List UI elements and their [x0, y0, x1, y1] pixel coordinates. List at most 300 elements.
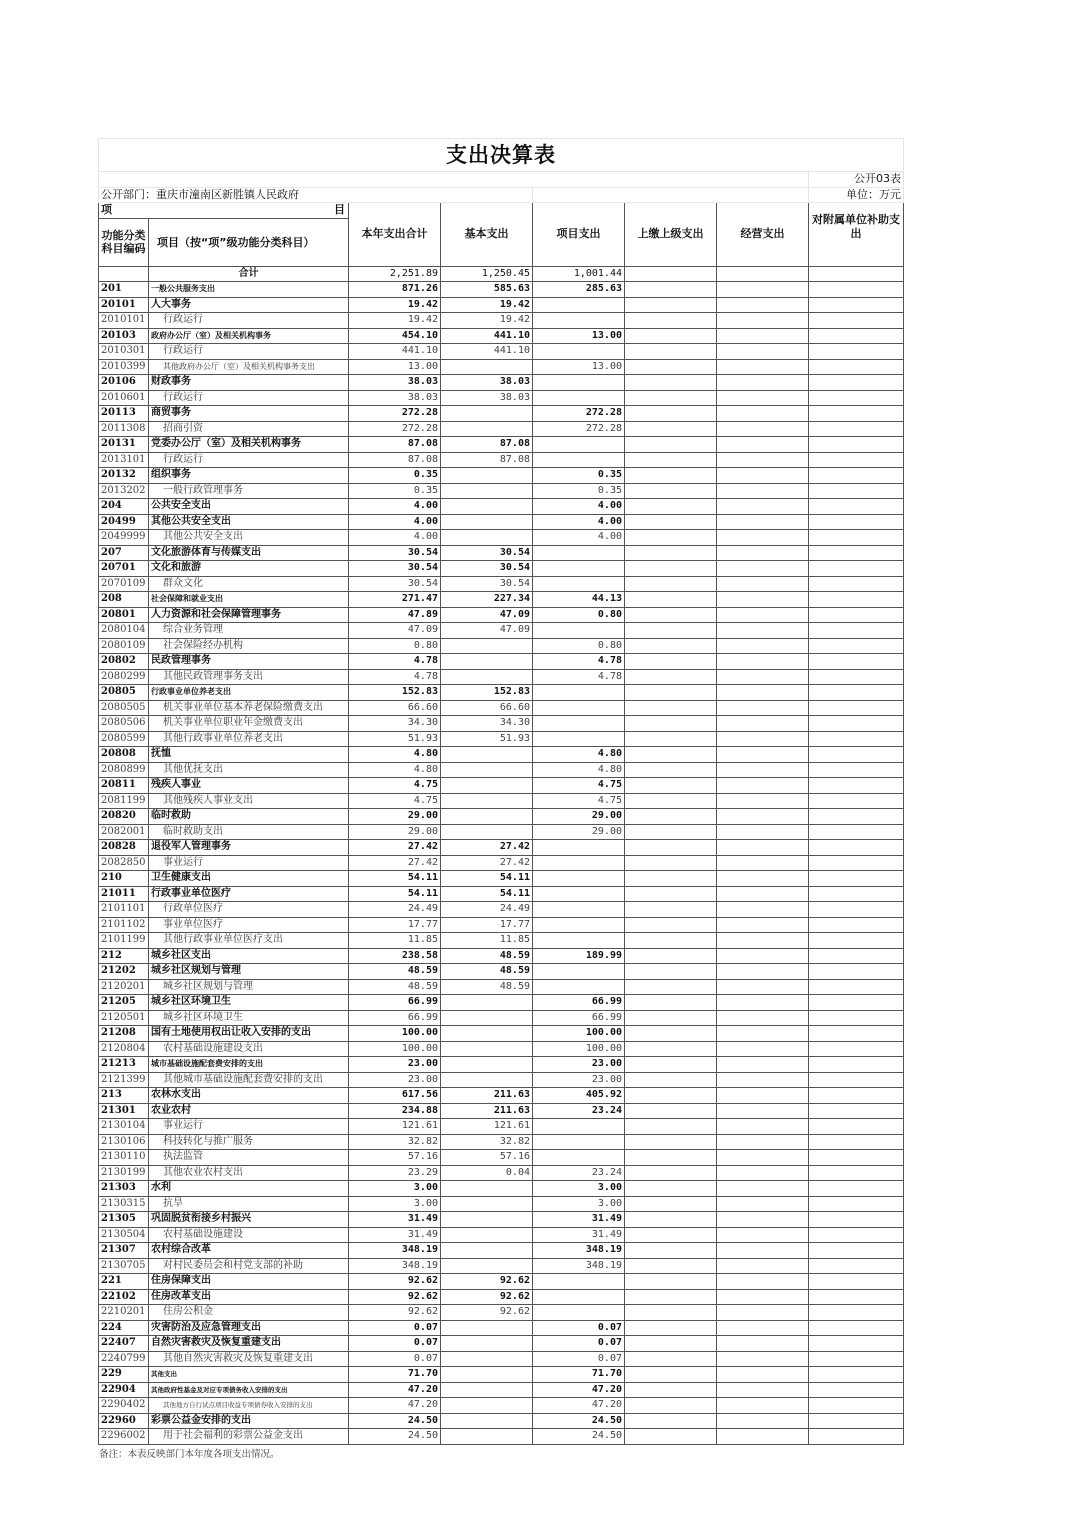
row-total: 23.29	[349, 1165, 441, 1181]
table-row	[99, 1134, 904, 1150]
department-label: 公开部门：重庆市潼南区新胜镇人民政府	[99, 187, 533, 203]
row-operating	[717, 561, 809, 577]
row-remit-upper	[625, 1382, 717, 1398]
row-total: 38.03	[349, 375, 441, 391]
row-basic	[441, 1243, 533, 1259]
row-remit-upper	[625, 1212, 717, 1228]
row-remit-upper	[625, 886, 717, 902]
row-basic: 92.62	[441, 1305, 533, 1321]
row-name: 事业运行	[149, 1119, 349, 1135]
row-total: 54.11	[349, 871, 441, 887]
row-project	[533, 1119, 625, 1135]
row-total: 66.99	[349, 1010, 441, 1026]
row-operating	[717, 1196, 809, 1212]
row-name: 巩固脱贫衔接乡村振兴	[149, 1212, 349, 1228]
row-total: 29.00	[349, 824, 441, 840]
row-total: 0.07	[349, 1351, 441, 1367]
row-name: 其他城市基础设施配套费安排的支出	[149, 1072, 349, 1088]
row-total: 87.08	[349, 437, 441, 453]
row-code: 2080899	[99, 762, 149, 778]
row-remit-upper	[625, 483, 717, 499]
col-header-total: 本年支出合计	[349, 203, 441, 267]
row-project	[533, 452, 625, 468]
row-basic: 441.10	[441, 344, 533, 360]
row-remit-upper	[625, 871, 717, 887]
row-project: 4.00	[533, 514, 625, 530]
row-subsidy	[809, 1351, 904, 1367]
row-remit-upper	[625, 700, 717, 716]
row-name: 机关事业单位职业年金缴费支出	[149, 716, 349, 732]
row-total: 92.62	[349, 1289, 441, 1305]
row-code: 2080299	[99, 669, 149, 685]
row-remit-upper	[625, 638, 717, 654]
row-operating	[717, 871, 809, 887]
row-project: 23.24	[533, 1103, 625, 1119]
row-code: 21011	[99, 886, 149, 902]
row-basic	[441, 1212, 533, 1228]
row-code: 20113	[99, 406, 149, 422]
table-row	[99, 375, 904, 391]
row-remit-upper	[625, 576, 717, 592]
header-mu: 目	[334, 203, 345, 216]
row-basic	[441, 638, 533, 654]
row-code: 2010301	[99, 344, 149, 360]
table-row	[99, 576, 904, 592]
row-total: 13.00	[349, 359, 441, 375]
row-project	[533, 716, 625, 732]
row-subsidy	[809, 1119, 904, 1135]
row-remit-upper	[625, 1227, 717, 1243]
table-row	[99, 1057, 904, 1073]
row-project: 0.80	[533, 638, 625, 654]
row-basic: 441.10	[441, 328, 533, 344]
row-code: 207	[99, 545, 149, 561]
row-subsidy	[809, 1289, 904, 1305]
col-header-operating: 经营支出	[717, 203, 809, 267]
row-subsidy	[809, 886, 904, 902]
row-project: 44.13	[533, 592, 625, 608]
row-remit-upper	[625, 561, 717, 577]
row-name: 综合业务管理	[149, 623, 349, 639]
row-project: 4.00	[533, 530, 625, 546]
row-name: 退役军人管理事务	[149, 840, 349, 856]
row-total: 57.16	[349, 1150, 441, 1166]
row-subsidy	[809, 638, 904, 654]
row-project	[533, 1289, 625, 1305]
row-total: 66.60	[349, 700, 441, 716]
row-total: 27.42	[349, 855, 441, 871]
table-row	[99, 1072, 904, 1088]
row-remit-upper	[625, 1181, 717, 1197]
row-total: 348.19	[349, 1258, 441, 1274]
row-subsidy	[809, 1305, 904, 1321]
row-operating	[717, 716, 809, 732]
table-row	[99, 313, 904, 329]
table-row	[99, 514, 904, 530]
row-code: 2101102	[99, 917, 149, 933]
row-project: 29.00	[533, 824, 625, 840]
row-remit-upper	[625, 1072, 717, 1088]
table-row	[99, 1429, 904, 1445]
row-name: 城市基础设施配套费安排的支出	[149, 1057, 349, 1073]
row-name: 农村基础设施建设支出	[149, 1041, 349, 1057]
row-total: 51.93	[349, 731, 441, 747]
row-basic: 17.77	[441, 917, 533, 933]
row-total: 38.03	[349, 390, 441, 406]
row-subsidy	[809, 809, 904, 825]
row-project	[533, 623, 625, 639]
row-subsidy	[809, 700, 904, 716]
row-basic	[441, 499, 533, 515]
row-code: 22102	[99, 1289, 149, 1305]
row-code: 2130315	[99, 1196, 149, 1212]
row-project: 47.20	[533, 1382, 625, 1398]
row-remit-upper	[625, 1041, 717, 1057]
row-project: 4.78	[533, 669, 625, 685]
row-code: 2130110	[99, 1150, 149, 1166]
row-subsidy	[809, 1103, 904, 1119]
row-basic	[441, 1398, 533, 1414]
table-row	[99, 840, 904, 856]
table-row	[99, 1243, 904, 1259]
row-total: 23.00	[349, 1072, 441, 1088]
row-basic	[441, 421, 533, 437]
row-operating	[717, 1010, 809, 1026]
row-project	[533, 964, 625, 980]
unit-label: 单位：万元	[809, 187, 904, 203]
row-remit-upper	[625, 344, 717, 360]
row-subsidy	[809, 576, 904, 592]
table-row	[99, 1041, 904, 1057]
row-total: 441.10	[349, 344, 441, 360]
row-operating	[717, 1243, 809, 1259]
table-row	[99, 902, 904, 918]
row-code: 20132	[99, 468, 149, 484]
row-name: 住房保障支出	[149, 1274, 349, 1290]
row-code: 22904	[99, 1382, 149, 1398]
row-operating	[717, 855, 809, 871]
row-code: 21301	[99, 1103, 149, 1119]
row-code: 2010601	[99, 390, 149, 406]
row-name: 事业单位医疗	[149, 917, 349, 933]
row-basic	[441, 1351, 533, 1367]
row-remit-upper	[625, 1088, 717, 1104]
row-code: 20811	[99, 778, 149, 794]
row-name: 其他支出	[149, 1367, 349, 1383]
row-total: 4.78	[349, 669, 441, 685]
row-basic: 87.08	[441, 437, 533, 453]
table-row	[99, 1103, 904, 1119]
row-basic: 585.63	[441, 282, 533, 298]
row-subsidy	[809, 375, 904, 391]
row-remit-upper	[625, 669, 717, 685]
row-name: 城乡社区环境卫生	[149, 995, 349, 1011]
row-code: 2082850	[99, 855, 149, 871]
table-row	[99, 824, 904, 840]
table-row	[99, 1181, 904, 1197]
row-code: 20801	[99, 607, 149, 623]
row-subsidy	[809, 313, 904, 329]
row-code: 2130199	[99, 1165, 149, 1181]
row-basic	[441, 483, 533, 499]
row-name: 行政运行	[149, 344, 349, 360]
row-basic: 152.83	[441, 685, 533, 701]
row-operating	[717, 282, 809, 298]
row-name: 社会保障和就业支出	[149, 592, 349, 608]
row-operating	[717, 452, 809, 468]
row-code: 2080104	[99, 623, 149, 639]
row-name: 抚恤	[149, 747, 349, 763]
col-header-basic: 基本支出	[441, 203, 533, 267]
total-label: 合计	[149, 266, 349, 282]
row-total: 47.09	[349, 623, 441, 639]
row-project: 348.19	[533, 1258, 625, 1274]
table-row	[99, 328, 904, 344]
row-basic: 38.03	[441, 390, 533, 406]
row-basic	[441, 1057, 533, 1073]
row-code: 2101199	[99, 933, 149, 949]
row-code: 20103	[99, 328, 149, 344]
row-name: 其他残疾人事业支出	[149, 793, 349, 809]
row-subsidy	[809, 499, 904, 515]
row-operating	[717, 1088, 809, 1104]
row-remit-upper	[625, 375, 717, 391]
row-total: 30.54	[349, 545, 441, 561]
row-project: 71.70	[533, 1367, 625, 1383]
row-code: 213	[99, 1088, 149, 1104]
row-project	[533, 375, 625, 391]
row-basic: 0.04	[441, 1165, 533, 1181]
row-code: 2070109	[99, 576, 149, 592]
row-code: 20820	[99, 809, 149, 825]
row-project: 4.80	[533, 762, 625, 778]
row-code: 2296002	[99, 1429, 149, 1445]
row-name: 用于社会福利的彩票公益金支出	[149, 1429, 349, 1445]
row-name: 其他公共安全支出	[149, 530, 349, 546]
row-project: 23.00	[533, 1072, 625, 1088]
table-row	[99, 1274, 904, 1290]
row-remit-upper	[625, 623, 717, 639]
table-row	[99, 468, 904, 484]
row-operating	[717, 669, 809, 685]
row-name: 卫生健康支出	[149, 871, 349, 887]
row-code: 22407	[99, 1336, 149, 1352]
row-operating	[717, 313, 809, 329]
table-row	[99, 1088, 904, 1104]
row-operating	[717, 995, 809, 1011]
row-code: 20131	[99, 437, 149, 453]
row-name: 住房公积金	[149, 1305, 349, 1321]
row-remit-upper	[625, 1258, 717, 1274]
row-code: 20701	[99, 561, 149, 577]
total-sum: 2,251.89	[349, 266, 441, 282]
row-operating	[717, 778, 809, 794]
table-row	[99, 1258, 904, 1274]
row-code: 2120201	[99, 979, 149, 995]
table-row	[99, 1289, 904, 1305]
row-project	[533, 1305, 625, 1321]
row-project: 29.00	[533, 809, 625, 825]
row-subsidy	[809, 871, 904, 887]
row-operating	[717, 1398, 809, 1414]
row-subsidy	[809, 1382, 904, 1398]
row-project	[533, 933, 625, 949]
row-remit-upper	[625, 328, 717, 344]
row-basic	[441, 514, 533, 530]
row-code: 2121399	[99, 1072, 149, 1088]
row-remit-upper	[625, 1336, 717, 1352]
row-total: 47.89	[349, 607, 441, 623]
row-code: 20499	[99, 514, 149, 530]
row-remit-upper	[625, 1196, 717, 1212]
row-total: 32.82	[349, 1134, 441, 1150]
row-code: 2080506	[99, 716, 149, 732]
row-total: 47.20	[349, 1382, 441, 1398]
row-remit-upper	[625, 824, 717, 840]
table-row	[99, 654, 904, 670]
row-name: 人力资源和社会保障管理事务	[149, 607, 349, 623]
row-subsidy	[809, 1398, 904, 1414]
row-project: 0.35	[533, 483, 625, 499]
row-name: 自然灾害救灾及恢复重建支出	[149, 1336, 349, 1352]
row-subsidy	[809, 1010, 904, 1026]
row-remit-upper	[625, 948, 717, 964]
table-row	[99, 933, 904, 949]
row-project: 0.07	[533, 1351, 625, 1367]
row-remit-upper	[625, 592, 717, 608]
row-project: 4.00	[533, 499, 625, 515]
row-total: 48.59	[349, 979, 441, 995]
row-remit-upper	[625, 731, 717, 747]
row-basic: 211.63	[441, 1103, 533, 1119]
row-code: 22960	[99, 1413, 149, 1429]
row-code: 2210201	[99, 1305, 149, 1321]
row-remit-upper	[625, 514, 717, 530]
row-operating	[717, 1305, 809, 1321]
row-subsidy	[809, 917, 904, 933]
row-operating	[717, 359, 809, 375]
row-basic	[441, 995, 533, 1011]
row-remit-upper	[625, 607, 717, 623]
row-code: 2130504	[99, 1227, 149, 1243]
row-project	[533, 313, 625, 329]
row-basic	[441, 1041, 533, 1057]
row-code: 20106	[99, 375, 149, 391]
row-name: 其他自然灾害救灾及恢复重建支出	[149, 1351, 349, 1367]
row-operating	[717, 1336, 809, 1352]
row-code: 2080599	[99, 731, 149, 747]
row-basic: 48.59	[441, 979, 533, 995]
row-operating	[717, 390, 809, 406]
header-xiang: 项	[101, 203, 112, 217]
row-code: 21213	[99, 1057, 149, 1073]
row-basic: 32.82	[441, 1134, 533, 1150]
row-subsidy	[809, 452, 904, 468]
row-subsidy	[809, 592, 904, 608]
row-name: 一般公共服务支出	[149, 282, 349, 298]
row-subsidy	[809, 1336, 904, 1352]
row-subsidy	[809, 855, 904, 871]
table-row	[99, 1119, 904, 1135]
row-name: 政府办公厅（室）及相关机构事务	[149, 328, 349, 344]
row-project	[533, 979, 625, 995]
row-subsidy	[809, 669, 904, 685]
row-project: 0.07	[533, 1336, 625, 1352]
row-subsidy	[809, 1088, 904, 1104]
row-project	[533, 871, 625, 887]
row-name: 社会保险经办机构	[149, 638, 349, 654]
row-remit-upper	[625, 1413, 717, 1429]
row-code: 208	[99, 592, 149, 608]
row-code: 2101101	[99, 902, 149, 918]
row-operating	[717, 964, 809, 980]
row-subsidy	[809, 1150, 904, 1166]
row-remit-upper	[625, 1320, 717, 1336]
row-basic: 47.09	[441, 623, 533, 639]
table-row	[99, 871, 904, 887]
row-basic	[441, 406, 533, 422]
row-operating	[717, 592, 809, 608]
row-subsidy	[809, 933, 904, 949]
row-name: 行政运行	[149, 390, 349, 406]
row-remit-upper	[625, 452, 717, 468]
row-project: 0.07	[533, 1320, 625, 1336]
row-name: 国有土地使用权出让收入安排的支出	[149, 1026, 349, 1042]
row-project: 3.00	[533, 1196, 625, 1212]
table-row	[99, 1336, 904, 1352]
row-remit-upper	[625, 499, 717, 515]
row-name: 招商引资	[149, 421, 349, 437]
row-code: 210	[99, 871, 149, 887]
row-remit-upper	[625, 421, 717, 437]
row-operating	[717, 468, 809, 484]
row-remit-upper	[625, 778, 717, 794]
row-total: 30.54	[349, 561, 441, 577]
row-basic	[441, 1196, 533, 1212]
row-subsidy	[809, 468, 904, 484]
row-remit-upper	[625, 313, 717, 329]
row-total: 0.80	[349, 638, 441, 654]
row-operating	[717, 700, 809, 716]
row-remit-upper	[625, 1119, 717, 1135]
row-total: 121.61	[349, 1119, 441, 1135]
form-number: 公开03表	[809, 172, 904, 188]
row-name: 抗旱	[149, 1196, 349, 1212]
row-name: 农林水支出	[149, 1088, 349, 1104]
table-row	[99, 855, 904, 871]
row-remit-upper	[625, 793, 717, 809]
row-project: 0.80	[533, 607, 625, 623]
row-operating	[717, 514, 809, 530]
table-row	[99, 995, 904, 1011]
row-remit-upper	[625, 979, 717, 995]
row-remit-upper	[625, 1103, 717, 1119]
table-row	[99, 917, 904, 933]
total-basic: 1,250.45	[441, 266, 533, 282]
row-code: 2011308	[99, 421, 149, 437]
row-basic	[441, 530, 533, 546]
row-operating	[717, 421, 809, 437]
row-name: 行政事业单位养老支出	[149, 685, 349, 701]
row-remit-upper	[625, 855, 717, 871]
row-subsidy	[809, 1243, 904, 1259]
table-row	[99, 623, 904, 639]
row-basic	[441, 1258, 533, 1274]
row-operating	[717, 499, 809, 515]
table-row	[99, 1212, 904, 1228]
row-total: 272.28	[349, 406, 441, 422]
row-name: 城乡社区规划与管理	[149, 964, 349, 980]
